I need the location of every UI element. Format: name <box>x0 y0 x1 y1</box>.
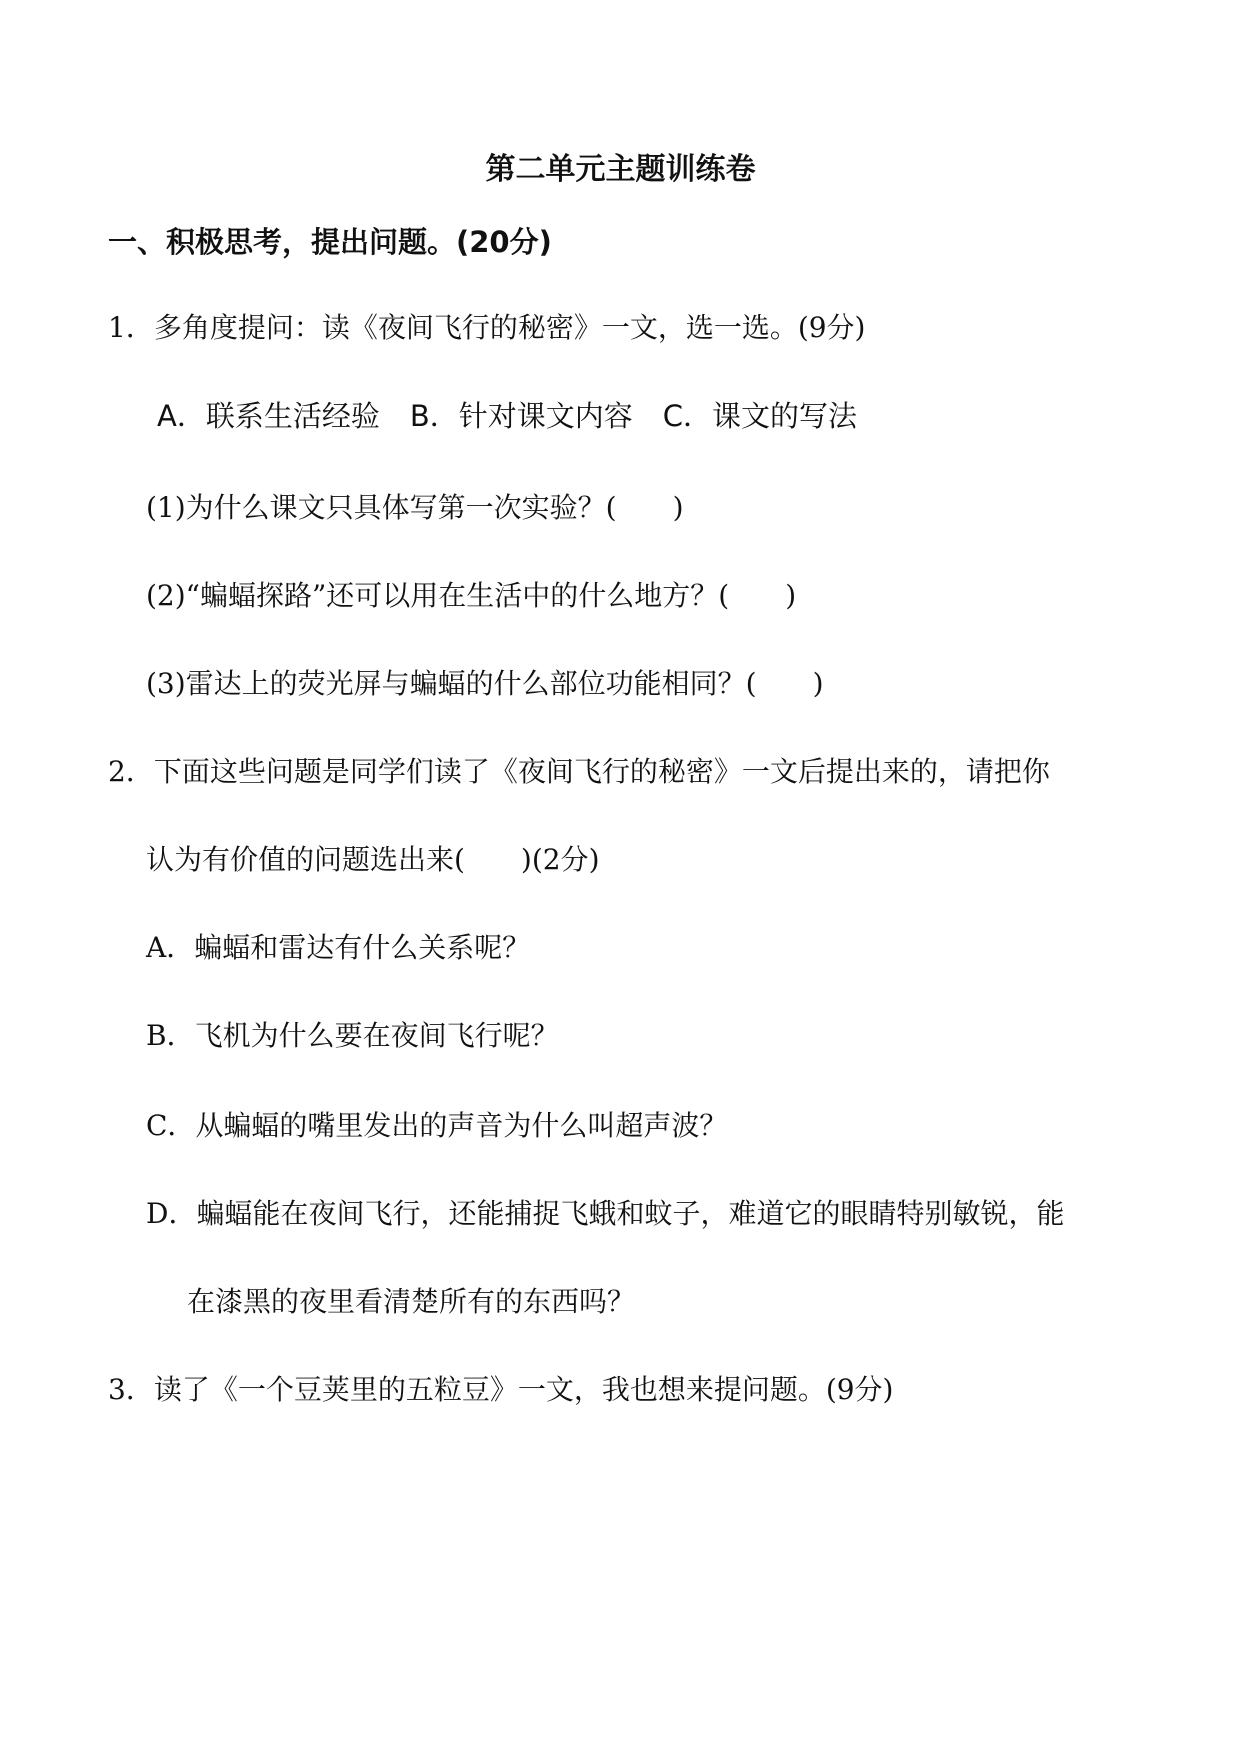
option-a: A．联系生活经验 <box>157 399 380 433</box>
section-1-heading: 一、积极思考，提出问题。(20分) <box>108 225 552 259</box>
question-1-options <box>157 396 857 436</box>
question-1-sub-1: (1)为什么课文只具体写第一次实验？( ) <box>146 491 684 524</box>
question-2-stem-line-1: 2．下面这些问题是同学们读了《夜间飞行的秘密》一文后提出来的，请把你 <box>108 755 1050 788</box>
question-1-stem: 1．多角度提问：读《夜间飞行的秘密》一文，选一选。(9分) <box>108 311 866 344</box>
question-2-choice-a: A．蝙蝠和雷达有什么关系呢？ <box>146 931 531 964</box>
question-2-choice-b: B．飞机为什么要在夜间飞行呢？ <box>146 1019 559 1052</box>
option-c: C．课文的写法 <box>662 399 857 433</box>
page-title: 第二单元主题训练卷 <box>485 152 756 187</box>
question-2-choice-d: D．蝙蝠能在夜间飞行，还能捕捉飞蛾和蚊子，难道它的眼睛特别敏锐，能 <box>146 1197 1065 1230</box>
question-1-sub-2: (2)“蝙蝠探路”还可以用在生活中的什么地方？( ) <box>146 579 797 612</box>
question-2-choice-c: C．从蝙蝠的嘴里发出的声音为什么叫超声波？ <box>146 1109 728 1142</box>
question-2-stem-line-2: 认为有价值的问题选出来( )(2分) <box>146 843 600 876</box>
option-b: B．针对课文内容 <box>409 399 633 433</box>
question-3-stem: 3．读了《一个豆荚里的五粒豆》一文，我也想来提问题。(9分) <box>108 1373 894 1406</box>
question-2-choice-d-continued: 在漆黑的夜里看清楚所有的东西吗？ <box>187 1285 636 1318</box>
question-1-sub-3: (3)雷达上的荧光屏与蝙蝠的什么部位功能相同？( ) <box>146 667 824 700</box>
